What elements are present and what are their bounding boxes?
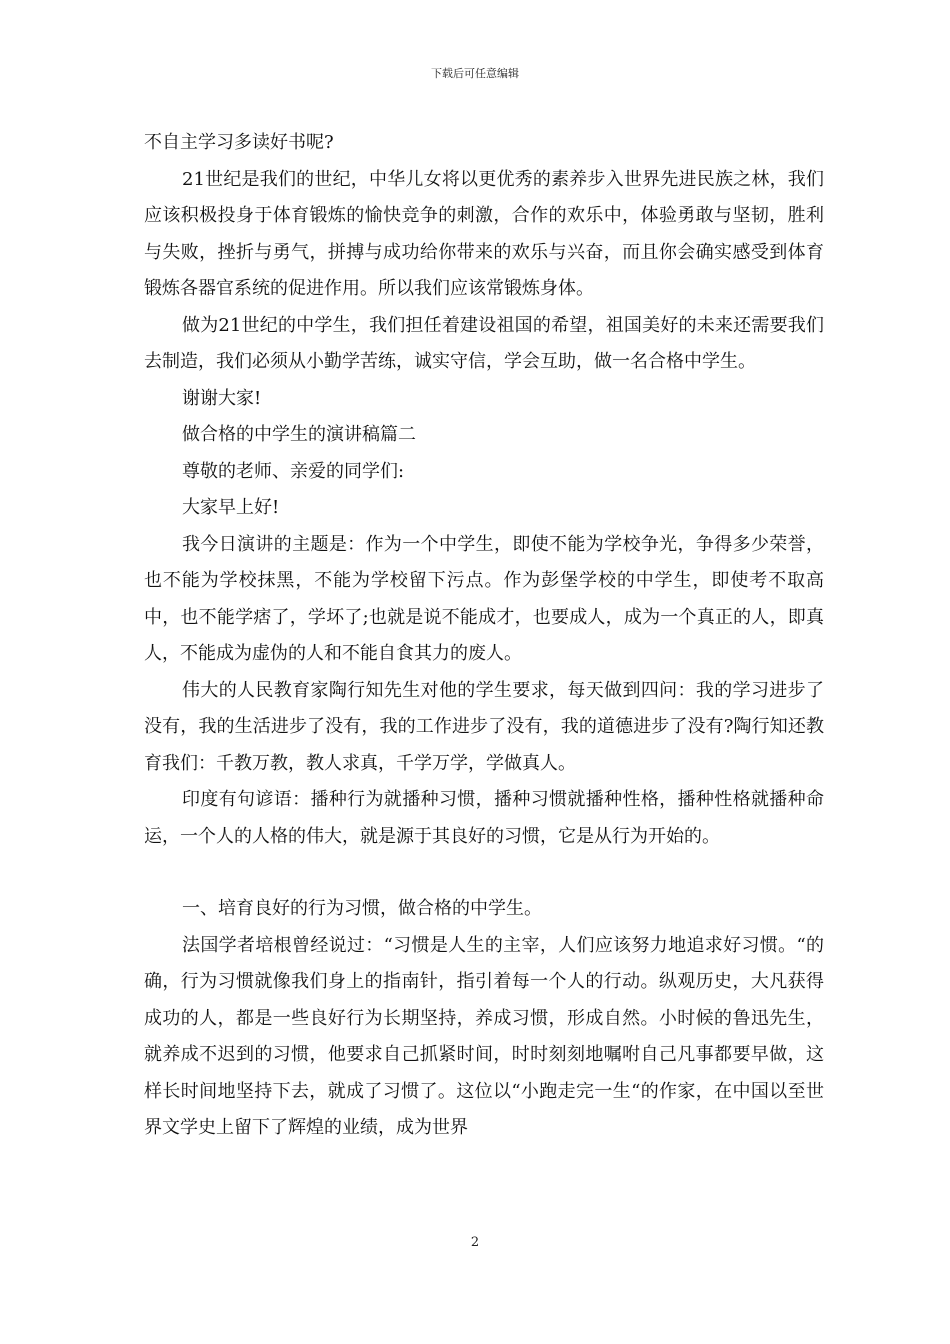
paragraph-theme: 我今日演讲的主题是：作为一个中学生，即使不能为学校争光，争得多少荣誉，也不能为学校抹黑，不能为学校留下污点。作为彭堡学校的中学生，即使考不取高中，也不能学痞了，学坏了;也就是说不能成才，也要成人，成为一个真正的人，即真人，不能成为虚伪的人和不能自食其力的废人。 (144, 533, 824, 664)
page-number: 2 (470, 1235, 480, 1250)
subheading-habits: 一、培育良好的行为习惯，做合格的中学生。 (182, 898, 542, 919)
paragraph-century: 21世纪是我们的世纪，中华儿女将以更优秀的素养步入世界先进民族之林，我们应该积极投身于体育锻炼的愉快竞争的刺激，合作的欢乐中，体验勇敢与坚韧，胜利与失败，挫折与勇气，拼搏与成功给你带来的欢乐与兴奋，而且你会确实感受到体育锻炼各器官系统的促进作用。所以我们应该常锻炼身体。 (144, 168, 824, 299)
paragraph-gap (144, 855, 824, 891)
section-heading: 做合格的中学生的演讲稿篇二 (182, 424, 416, 445)
salutation: 尊敬的老师、亲爱的同学们: (182, 460, 405, 482)
paragraph-proverb: 印度有句谚语：播种行为就播种习惯，播种习惯就播种性格，播种性格就播种命运，一个人的人格的伟大，就是源于其良好的习惯，它是从行为开始的。 (144, 789, 824, 847)
page-header: 下载后可任意编辑 (431, 67, 519, 80)
paragraph-bacon: 法国学者培根曾经说过：“习惯是人生的主宰，人们应该努力地追求好习惯。“的确，行为习惯就像我们身上的指南针，指引着每一个人的行动。纵观历史，大凡获得成功的人，都是一些良好行为长期坚持，养成习惯，形成自然。小时候的鲁迅先生，就养成不迟到的习惯，他要求自己抓紧时间，时时刻刻地嘱咐自己凡事都要早做，这样长时间地坚持下去，就成了习惯了。这位以“小跑走完一生“的作家，在中国以至世界文学史上留下了辉煌的业绩，成为世界 (144, 934, 824, 1138)
paragraph-hope: 做为21世纪的中学生，我们担任着建设祖国的希望，祖国美好的未来还需要我们去制造，我们必须从小勤学苦练，诚实守信，学会互助，做一名合格中学生。 (144, 314, 824, 372)
greeting: 大家早上好! (182, 497, 280, 518)
paragraph-continuation: 不自主学习多读好书呢? (144, 132, 334, 153)
paragraph-tao-xingzhi: 伟大的人民教育家陶行知先生对他的学生要求，每天做到四问：我的学习进步了没有，我的生活进步了没有，我的工作进步了没有，我的道德进步了没有?陶行知还教育我们：千教万教，教人求真，千学万学，学做真人。 (144, 679, 824, 774)
document-body (144, 125, 824, 1147)
paragraph-thanks: 谢谢大家! (182, 387, 262, 409)
